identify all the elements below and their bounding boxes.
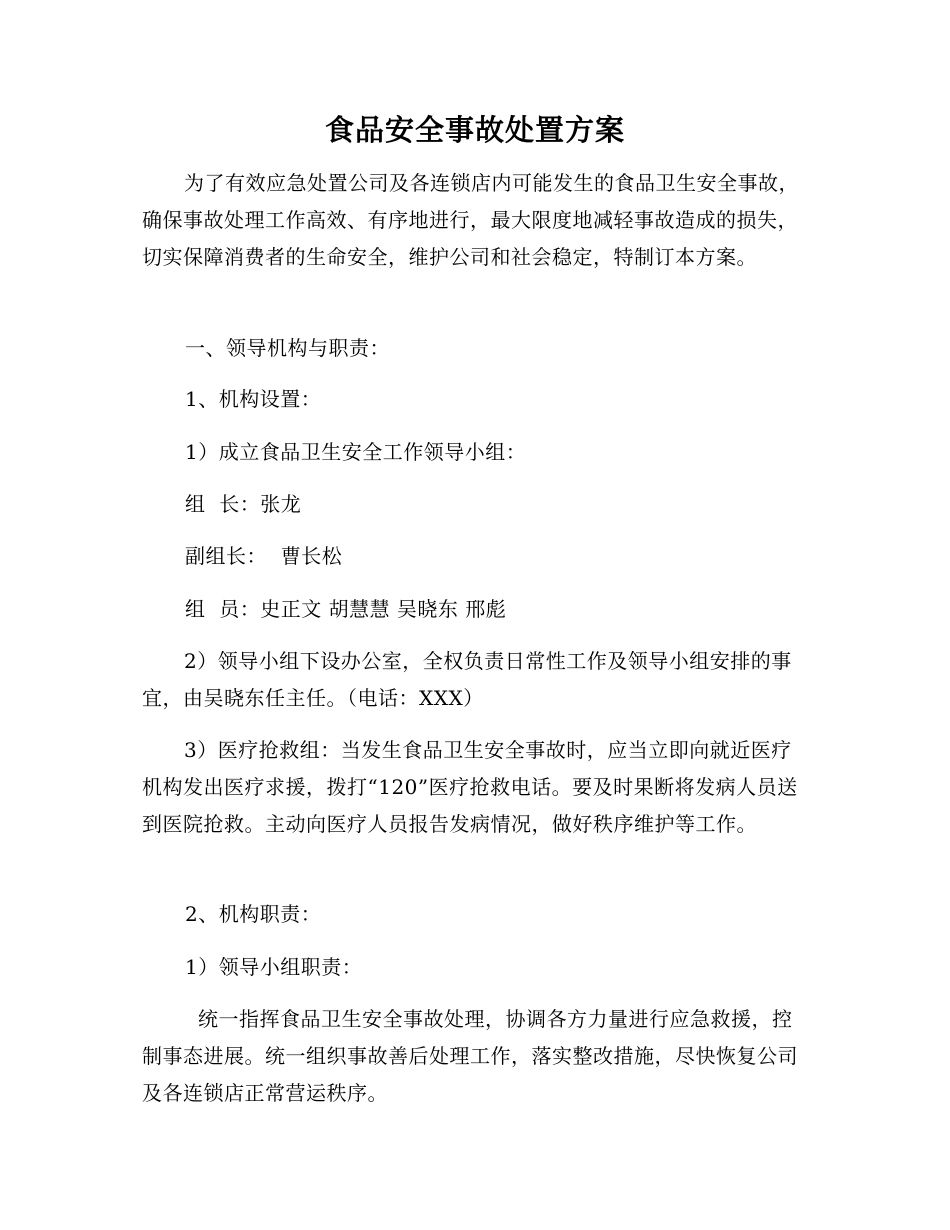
duty-heading-leading-group: 1）领导小组职责： [185, 955, 363, 979]
subsection-heading-duties: 2、机构职责： [185, 902, 322, 926]
subsection-heading-setup: 1、机构设置： [185, 387, 322, 411]
office-paragraph: 2）领导小组下设办公室，全权负责日常性工作及领导小组安排的事宜，由吴晓东任主任。（电话：XXX） [142, 649, 792, 710]
leading-group-duty-paragraph: 统一指挥食品卫生安全事故处理，协调各方力量进行应急救援，控制事态进展。统一组织事故善后处理工作，落实整改措施，尽快恢复公司及各连锁店正常营运秩序。 [142, 1007, 798, 1105]
members-line: 组 员：史正文 胡慧慧 吴晓东 邢彪 [185, 597, 507, 621]
deputy-leader-line: 副组长： 曹长松 [185, 544, 343, 568]
medical-rescue-paragraph: 3）医疗抢救组：当发生食品卫生安全事故时，应当立即向就近医疗机构发出医疗求援，拨打“120”医疗抢救电话。要及时果断将发病人员送到医院抢救。主动向医疗人员报告发病情况，做好秩序维护等工作。 [142, 738, 798, 836]
section-heading-leadership: 一、领导机构与职责： [185, 336, 390, 360]
document-title: 食品安全事故处置方案 [324, 113, 625, 147]
leader-line: 组 长：张龙 [185, 492, 302, 516]
item-heading-leading-group: 1）成立食品卫生安全工作领导小组： [185, 440, 527, 464]
intro-paragraph: 为了有效应急处置公司及各连锁店内可能发生的食品卫生安全事故，确保事故处理工作高效、有序地进行，最大限度地减轻事故造成的损失，切实保障消费者的生命安全，维护公司和社会稳定，特制订本方案。 [142, 171, 799, 269]
